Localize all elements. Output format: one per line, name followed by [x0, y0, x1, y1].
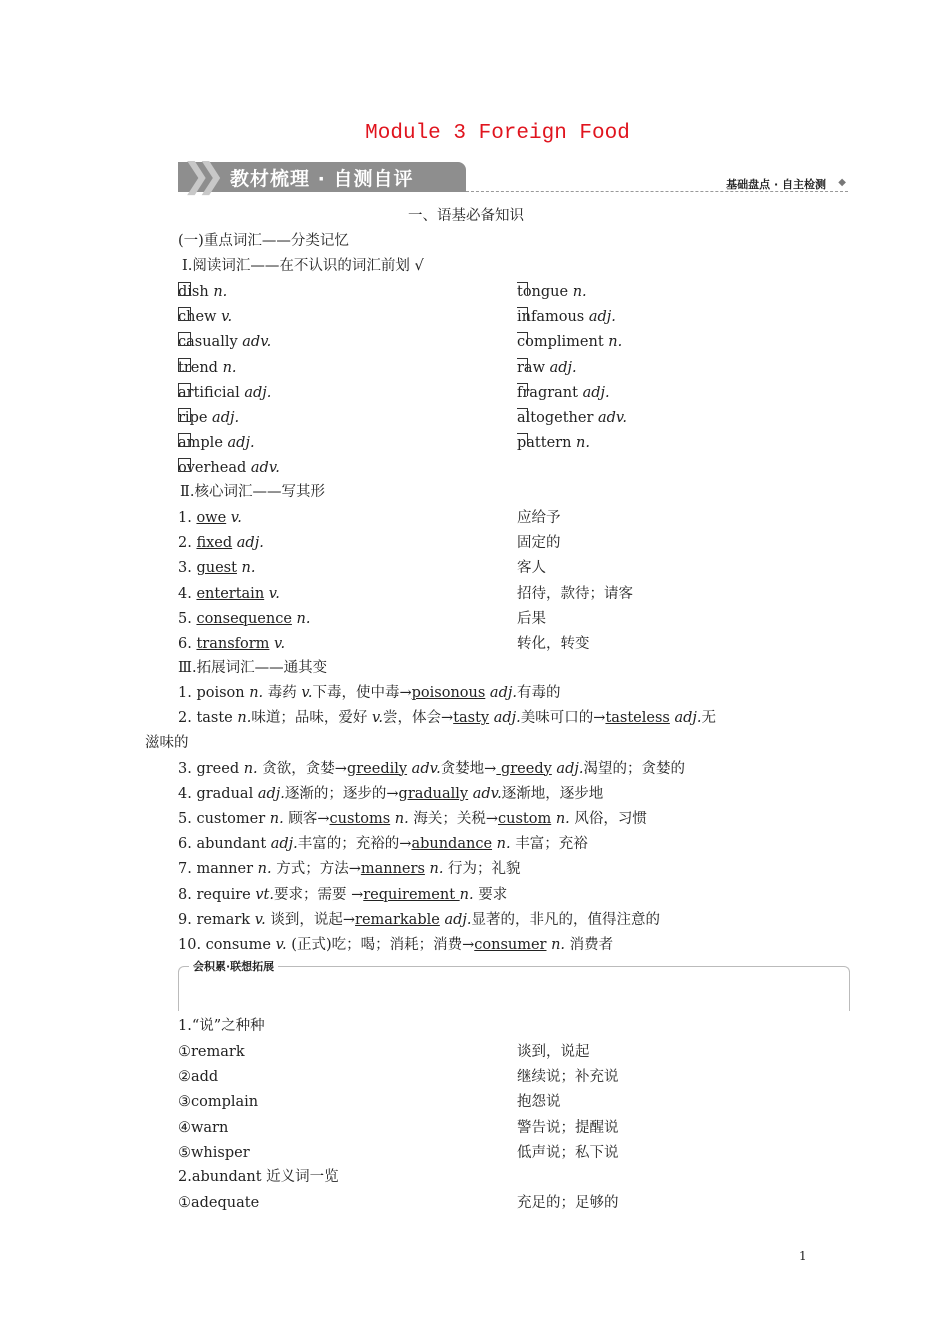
part-of-speech: v. — [221, 309, 233, 326]
part-of-speech: adv. — [598, 410, 628, 426]
part-of-speech: adj. — [244, 384, 272, 401]
core-vocab-item: 2. fixed adj. — [178, 535, 264, 552]
answer-word: owe — [196, 510, 227, 526]
part-of-speech: v. — [274, 636, 286, 652]
answer-word: guest — [196, 560, 237, 577]
part-of-speech: adj. — [270, 836, 298, 853]
core-vocab-meaning: 应给予 — [517, 510, 561, 526]
answer-word: consequence — [196, 610, 292, 627]
expanded-vocab-line — [178, 784, 603, 804]
checkbox[interactable] — [517, 282, 528, 295]
section-banner — [178, 156, 848, 196]
answer-word: gradually — [398, 785, 469, 802]
checkbox[interactable] — [517, 383, 528, 396]
say-word-meaning: 继续说；补充说 — [517, 1069, 619, 1086]
text: 美味可口的→ — [520, 710, 606, 727]
part-of-speech: adj. — [588, 309, 616, 326]
part-of-speech: adj. — [582, 384, 610, 401]
text: 行为；礼貌 — [443, 861, 521, 878]
say-word: ②add — [178, 1069, 219, 1086]
part-of-speech: vt. — [255, 886, 274, 903]
part-of-speech: n. — [551, 937, 566, 953]
expanded-vocab-line — [178, 759, 685, 779]
part3-heading: Ⅲ.拓展词汇——通其变 — [178, 660, 328, 676]
part-of-speech: adv. — [242, 334, 272, 351]
part-of-speech: adj. — [674, 710, 702, 727]
core-vocab-meaning: 转化，转变 — [517, 636, 590, 652]
part-of-speech: n. — [555, 811, 570, 827]
text: 5. customer — [178, 811, 270, 827]
vocab-item: casually adv. — [178, 334, 272, 351]
part-of-speech: adj. — [493, 710, 521, 727]
core-vocab-meaning: 招待，款待；请客 — [517, 585, 633, 602]
part-of-speech: adj. — [549, 359, 577, 376]
text: 显著的，非凡的，值得注意的 — [471, 911, 660, 928]
text: 无 — [701, 710, 717, 727]
part-of-speech: n. — [572, 284, 587, 300]
chevron-icon: ❯❯ — [182, 156, 211, 196]
part-of-speech: adj. — [227, 435, 255, 452]
text: 要求；需要 → — [273, 886, 364, 903]
checkbox[interactable] — [178, 433, 191, 447]
part-of-speech: adj. — [489, 685, 517, 701]
expanded-vocab-line — [178, 859, 521, 879]
vocab-item: raw adj. — [517, 359, 577, 376]
text: 6. abundant — [178, 836, 271, 853]
text: 滋味的 — [145, 735, 189, 752]
tip-box — [178, 960, 850, 1011]
text: 要求 — [473, 886, 508, 903]
page-number: 1 — [799, 1249, 807, 1263]
checkbox[interactable] — [178, 383, 191, 397]
part-of-speech: adv. — [472, 785, 502, 802]
text: 2. taste — [178, 710, 238, 727]
say-word-meaning: 抱怨说 — [517, 1094, 561, 1111]
vocab-item: tongue n. — [517, 284, 587, 300]
part-of-speech: n. — [257, 861, 272, 878]
say-word: ③complain — [178, 1094, 259, 1111]
say-word-meaning: 警告说；提醒说 — [517, 1119, 619, 1136]
tip-label: 会积累·联想拓展 — [189, 958, 278, 974]
answer-word: abundance — [411, 836, 493, 853]
vocab-item: compliment n. — [517, 334, 623, 351]
answer-word: transform — [196, 636, 270, 652]
part-of-speech: n. — [241, 560, 256, 577]
text: 1. poison — [178, 685, 250, 701]
text: 丰富的；充裕的→ — [297, 836, 412, 853]
synonym-meaning: 充足的；足够的 — [517, 1195, 619, 1211]
text: 方式；方法→ — [271, 861, 361, 878]
section-title: 一、语基必备知识 — [408, 208, 524, 224]
vocab-item: trend n. — [178, 359, 237, 376]
part-of-speech: adv. — [411, 760, 441, 777]
text: 9. remark — [178, 911, 255, 928]
part-of-speech: n. — [576, 435, 590, 452]
expanded-vocab-line — [178, 809, 647, 829]
expanded-vocab-line — [178, 683, 560, 703]
answer-word: requirement — [363, 886, 460, 903]
text: 尝，体会→ — [383, 710, 454, 727]
text: 下毒，使中毒→ — [312, 685, 412, 701]
checkbox[interactable] — [178, 408, 191, 422]
answer-word: fixed — [196, 535, 233, 552]
synonym-word: ①adequate — [178, 1195, 260, 1211]
answer-word: tasteless — [605, 710, 670, 727]
part-of-speech: n. — [237, 710, 252, 727]
part-of-speech: v. — [268, 585, 280, 602]
answer-word: custom — [497, 811, 552, 827]
text: 7. manner — [178, 861, 258, 878]
checkbox[interactable] — [178, 282, 191, 296]
text: 风俗，习惯 — [569, 811, 647, 827]
expanded-vocab-line — [178, 708, 716, 728]
core-vocab-item: 3. guest n. — [178, 560, 256, 577]
say-word-meaning: 低声说；私下说 — [517, 1144, 619, 1161]
part2-heading: Ⅱ.核心词汇——写其形 — [180, 484, 325, 500]
checkbox[interactable] — [178, 332, 191, 346]
vocab-item: chew v. — [178, 309, 233, 326]
checkbox[interactable] — [178, 458, 191, 472]
answer-word: remarkable — [355, 911, 440, 928]
document-title: Module 3 Foreign Food — [365, 122, 630, 145]
say-word: ⑤whisper — [178, 1144, 250, 1161]
part-of-speech: n. — [213, 284, 228, 300]
text: 逐渐的；逐步的→ — [284, 785, 399, 802]
part-of-speech: n. — [496, 836, 511, 853]
diamond-icon: ◆ — [838, 177, 846, 188]
checkbox[interactable] — [517, 408, 528, 421]
part-of-speech: v. — [301, 685, 313, 701]
answer-word: consumer — [474, 937, 547, 953]
part-of-speech: n. — [249, 685, 264, 701]
checkbox[interactable] — [517, 358, 528, 371]
answer-word: entertain — [196, 585, 265, 602]
vocab-item: pattern n. — [517, 435, 590, 452]
part-of-speech: v. — [275, 937, 287, 953]
text: 贪婪地→ — [440, 760, 497, 777]
core-vocab-item: 4. entertain v. — [178, 585, 280, 602]
vocab-item: ample adj. — [178, 435, 255, 452]
part-of-speech: v. — [230, 510, 242, 526]
core-vocab-item: 6. transform v. — [178, 636, 286, 652]
checkbox[interactable] — [178, 307, 191, 321]
say-word: ④warn — [178, 1119, 229, 1136]
expanded-vocab-line — [178, 935, 613, 955]
answer-word: manners — [360, 861, 425, 878]
text: 谈到，说起→ — [265, 911, 356, 928]
text: 8. require — [178, 886, 256, 903]
answer-word: greedily — [346, 760, 408, 777]
banner-subtitle: 基础盘点 · 自主检测 — [726, 178, 826, 191]
subsection-title: (一)重点词汇——分类记忆 — [178, 233, 349, 249]
vocab-item: infamous adj. — [517, 309, 616, 326]
expanded-vocab-line — [178, 834, 588, 854]
part-of-speech: adj. — [257, 785, 285, 802]
answer-word: poisonous — [411, 685, 486, 701]
part-of-speech: v. — [254, 911, 266, 928]
text: 3. greed — [178, 760, 244, 777]
text: 10. consume — [178, 937, 276, 953]
answer-word: tasty — [453, 710, 490, 727]
core-vocab-item: 5. consequence n. — [178, 610, 311, 627]
vocab-item: fragrant adj. — [517, 384, 610, 401]
core-vocab-meaning: 后果 — [517, 610, 546, 627]
vocab-item: dish n. — [178, 284, 228, 300]
expanded-vocab-line — [145, 733, 189, 753]
vocab-item: overhead adv. — [178, 460, 280, 477]
text: 味道；品味，爱好 — [251, 710, 372, 727]
answer-word: greedy — [496, 760, 552, 777]
checkbox[interactable] — [517, 307, 528, 320]
part-of-speech: n. — [296, 610, 311, 627]
vocab-item: ripe adj. — [178, 410, 240, 426]
extra1-heading: 1.“说”之种种 — [178, 1018, 265, 1034]
text: 渴望的；贪婪的 — [583, 760, 685, 777]
part-of-speech: adj. — [556, 760, 584, 777]
part-of-speech: adj. — [236, 535, 264, 552]
vocab-item: artificial adj. — [178, 384, 272, 401]
part1-heading: Ⅰ.阅读词汇——在不认识的词汇前划 √ — [182, 258, 424, 274]
vocab-item: altogether adv. — [517, 410, 628, 426]
text: (正式)吃；喝；消耗；消费→ — [286, 937, 475, 953]
text: 贪欲，贪婪→ — [257, 760, 347, 777]
text: 海关；关税→ — [408, 811, 498, 827]
part-of-speech: n. — [243, 760, 258, 777]
extra2-heading: 2.abundant 近义词一览 — [178, 1169, 339, 1185]
text: 丰富；充裕 — [510, 836, 588, 853]
text: 毒药 — [263, 685, 302, 701]
core-vocab-meaning: 客人 — [517, 560, 546, 577]
say-word-meaning: 谈到，说起 — [517, 1044, 590, 1060]
part-of-speech: adj. — [212, 410, 240, 426]
text: 逐渐地，逐步地 — [501, 785, 604, 802]
expanded-vocab-line — [178, 910, 660, 930]
expanded-vocab-line — [178, 885, 507, 905]
text: 4. gradual — [178, 785, 258, 802]
part-of-speech: n. — [269, 811, 284, 827]
part-of-speech: n. — [459, 886, 474, 903]
part-of-speech: v. — [371, 710, 384, 727]
part-of-speech: adj. — [444, 911, 472, 928]
part-of-speech: adv. — [250, 460, 280, 477]
part-of-speech: n. — [394, 811, 409, 827]
core-vocab-item: 1. owe v. — [178, 510, 242, 526]
text: 有毒的 — [516, 685, 561, 701]
part-of-speech: n. — [222, 359, 237, 376]
checkbox[interactable] — [517, 332, 528, 345]
banner-label: 教材梳理 · 自测自评 — [230, 168, 414, 190]
checkbox[interactable] — [178, 358, 191, 372]
core-vocab-meaning: 固定的 — [517, 535, 561, 552]
text: 顾客→ — [283, 811, 330, 827]
part-of-speech: n. — [429, 861, 444, 878]
answer-word: customs — [329, 811, 391, 827]
say-word: ①remark — [178, 1044, 245, 1060]
checkbox[interactable] — [517, 433, 528, 446]
text: 消费者 — [565, 937, 614, 953]
part-of-speech: n. — [608, 334, 623, 351]
